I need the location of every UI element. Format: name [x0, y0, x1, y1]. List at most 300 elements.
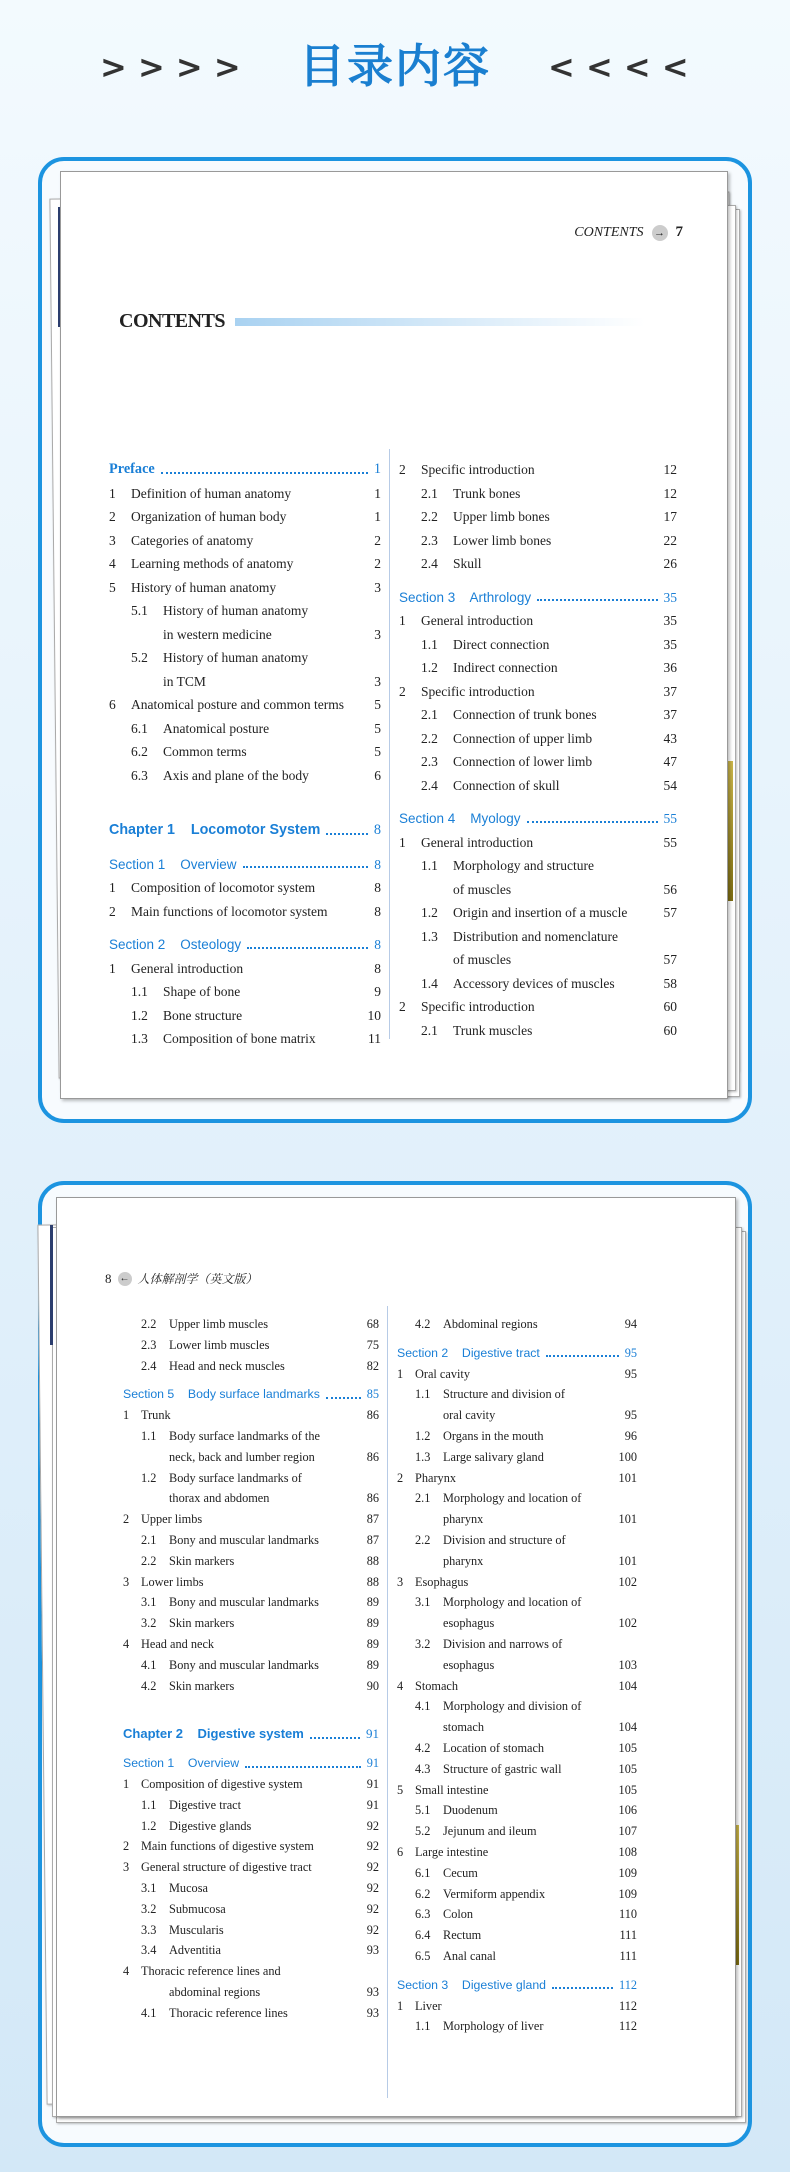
toc-entry[interactable] — [397, 1634, 637, 1655]
toc-entry[interactable] — [123, 1405, 379, 1426]
entry-number: 4 — [123, 1636, 130, 1651]
page-number: 104 — [618, 1678, 637, 1693]
page-number: 82 — [366, 1358, 379, 1373]
page-number: 1 — [373, 461, 381, 477]
entry-title: Adventitia — [169, 1943, 221, 1958]
entry-title: Thoracic reference lines — [169, 2005, 288, 2020]
toc-entry[interactable] — [399, 529, 677, 553]
toc-entry[interactable] — [123, 1816, 379, 1837]
entry-title: Lower limb muscles — [169, 1337, 270, 1352]
entry-number: 1 — [397, 1366, 404, 1381]
toc-entry[interactable] — [397, 1384, 637, 1405]
entry-title: Composition of locomotor system — [131, 880, 316, 895]
entry-title: Organization of human body — [131, 509, 287, 524]
page-number: 102 — [618, 1616, 637, 1631]
toc-entry[interactable] — [123, 1857, 379, 1878]
toc-entry[interactable] — [399, 727, 677, 751]
toc-entry[interactable] — [109, 764, 381, 788]
toc-entry[interactable] — [399, 609, 677, 633]
entry-number: 2.1 — [421, 485, 438, 501]
entry-title: Location of stomach — [443, 1740, 545, 1755]
toc-entry[interactable] — [123, 1836, 379, 1857]
entry-number: 4.3 — [415, 1761, 431, 1776]
toc-entry[interactable] — [399, 505, 677, 529]
page-number: 47 — [663, 754, 677, 769]
entry-title: Upper limb bones — [453, 509, 550, 524]
entry-title: History of human anatomy — [131, 579, 277, 595]
entry-number: 1.3 — [131, 1031, 148, 1046]
toc-entry[interactable] — [109, 693, 381, 717]
page-number: 89 — [366, 1595, 379, 1610]
toc-entry[interactable] — [397, 1314, 637, 1335]
entry-title: Specific introduction — [421, 462, 535, 477]
toc-entry[interactable] — [399, 901, 677, 925]
page-number: 8 — [374, 880, 381, 895]
entry-title: General introduction — [131, 960, 244, 976]
toc-entry[interactable] — [109, 529, 381, 553]
toc-entry[interactable] — [123, 1468, 379, 1489]
column-divider — [387, 1306, 388, 2098]
entry-title: in TCM — [163, 673, 206, 689]
page-number: 10 — [367, 1007, 381, 1023]
entry-title: Distribution and nomenclature — [453, 928, 618, 944]
heading-title: Section 2 Digestive tract — [397, 1345, 540, 1360]
entry-title: Direct connection — [453, 636, 550, 652]
toc-entry[interactable] — [123, 1961, 379, 1982]
toc-entry[interactable] — [123, 1634, 379, 1655]
heading-title: Section 1 Overview — [123, 1756, 240, 1771]
entry-title: Accessory devices of muscles — [453, 975, 615, 991]
toc-entry[interactable] — [397, 1717, 637, 1738]
entry-title: pharynx — [443, 1553, 484, 1568]
entry-number: 2.1 — [141, 1532, 157, 1547]
toc-heading-link[interactable] — [123, 1753, 379, 1774]
entry-title: Skin markers — [169, 1616, 235, 1631]
toc-entry[interactable] — [397, 1863, 637, 1884]
toc-entry[interactable] — [109, 1004, 381, 1028]
page-number: 88 — [366, 1574, 379, 1589]
toc-entry[interactable] — [397, 1946, 637, 1967]
toc-entry[interactable] — [123, 1774, 379, 1795]
entry-title: Composition of digestive system — [141, 1776, 303, 1791]
page-number: 11 — [368, 1031, 381, 1046]
page-number: 101 — [618, 1512, 637, 1527]
entry-number: 5.2 — [415, 1824, 431, 1839]
entry-number: 1 — [399, 834, 406, 850]
entry-title: Muscularis — [169, 1922, 224, 1937]
page-number: 107 — [618, 1824, 637, 1839]
contents-heading — [119, 310, 645, 333]
toc-heading-link[interactable] — [123, 1724, 379, 1745]
entry-title: Specific introduction — [421, 683, 535, 699]
entry-number: 4 — [397, 1678, 404, 1693]
contents-page-7 — [60, 171, 728, 1099]
page-number: 8 — [373, 822, 381, 838]
entry-number: 1.2 — [131, 1007, 148, 1023]
page-number: 3 — [374, 626, 381, 642]
toc-entry[interactable] — [399, 633, 677, 657]
entry-number: 3.3 — [141, 1922, 157, 1937]
toc-entry[interactable] — [123, 1426, 379, 1447]
toc-entry[interactable] — [123, 1940, 379, 1961]
toc-entry[interactable] — [397, 1447, 637, 1468]
toc-heading-link[interactable] — [399, 586, 677, 610]
entry-title: Anal canal — [443, 1948, 496, 1963]
entry-number: 2 — [123, 1839, 130, 1854]
entry-title: Bony and muscular landmarks — [169, 1595, 319, 1610]
running-head-text: CONTENTS — [574, 224, 644, 240]
entry-title: Skin markers — [169, 1553, 235, 1568]
entry-number: 1.2 — [421, 660, 438, 675]
entry-title: Head and neck — [141, 1636, 215, 1651]
page-number: 112 — [619, 1998, 637, 2013]
entry-title: Jejunum and ileum — [443, 1824, 537, 1839]
toc-entry[interactable] — [399, 831, 677, 855]
page-number: 8 — [374, 960, 381, 976]
entry-title: Lower limbs — [141, 1574, 204, 1589]
toc-entry[interactable] — [397, 1530, 637, 1551]
page-number: 93 — [366, 1984, 379, 1999]
entry-number: 2 — [399, 683, 406, 699]
entry-number: 2.2 — [415, 1532, 431, 1547]
dot-leader — [243, 866, 369, 868]
toc-entry[interactable] — [109, 900, 381, 924]
entry-number: 2.3 — [421, 532, 438, 548]
entry-number: 4.2 — [415, 1740, 431, 1755]
toc-entry[interactable] — [109, 670, 381, 694]
toc-entry[interactable] — [397, 1592, 637, 1613]
toc-entry[interactable] — [397, 1405, 637, 1426]
toc-entry[interactable] — [109, 740, 381, 764]
entry-number: 5.1 — [415, 1803, 431, 1818]
toc-entry[interactable] — [399, 948, 677, 972]
toc-entry[interactable] — [109, 599, 381, 623]
page-number: 105 — [618, 1761, 637, 1776]
toc-entry[interactable] — [123, 1878, 379, 1899]
entry-title: Skull — [453, 556, 482, 571]
toc-entry[interactable] — [397, 1925, 637, 1946]
entry-title: oral cavity — [443, 1408, 496, 1423]
toc-entry[interactable] — [399, 458, 677, 482]
heading-rule — [235, 318, 645, 326]
entry-number: 2.2 — [141, 1553, 157, 1568]
entry-number: 1 — [109, 960, 116, 976]
right-arrows-decoration: > > > > — [100, 48, 241, 86]
toc-entry[interactable] — [109, 1027, 381, 1051]
page-number: 103 — [618, 1657, 637, 1672]
toc-heading-link[interactable] — [109, 819, 381, 843]
entry-number: 5 — [109, 579, 116, 595]
toc-entry[interactable] — [397, 1800, 637, 1821]
entry-title: Esophagus — [415, 1574, 469, 1589]
toc-entry[interactable] — [399, 482, 677, 506]
toc-entry[interactable] — [123, 1335, 379, 1356]
entry-number: 4.2 — [415, 1317, 431, 1331]
entry-title: Trunk muscles — [453, 1022, 533, 1038]
toc-entry[interactable] — [123, 1551, 379, 1572]
entry-title: Shape of bone — [163, 984, 241, 999]
entry-number: 3 — [109, 532, 116, 548]
page-number: 92 — [366, 1901, 379, 1916]
dot-leader — [326, 833, 368, 835]
banner — [0, 30, 790, 110]
toc-entry[interactable] — [109, 717, 381, 741]
entry-title: Structure and division of — [443, 1387, 565, 1402]
entry-title: Upper limbs — [141, 1512, 203, 1527]
entry-number: 1 — [123, 1776, 130, 1791]
entry-number: 1.2 — [141, 1818, 157, 1833]
toc-entry[interactable] — [397, 1821, 637, 1842]
heading-title: Section 2 Osteology — [109, 937, 242, 952]
toc-entry[interactable] — [123, 1655, 379, 1676]
page-number: 37 — [663, 683, 677, 699]
toc-entry[interactable] — [399, 774, 677, 798]
toc-entry[interactable] — [399, 878, 677, 902]
toc-entry[interactable] — [123, 1982, 379, 2003]
entry-title: Bone structure — [163, 1007, 243, 1023]
entry-number: 6.3 — [131, 767, 148, 783]
page-number: 89 — [366, 1636, 379, 1651]
toc-entry[interactable] — [399, 552, 677, 576]
dot-leader — [161, 472, 368, 474]
toc-entry[interactable] — [399, 1019, 677, 1043]
entry-number: 1.3 — [421, 928, 438, 944]
toc-entry[interactable] — [397, 1759, 637, 1780]
entry-number: 4.1 — [141, 1657, 157, 1672]
toc-entry[interactable] — [109, 482, 381, 506]
entry-number: 6.3 — [415, 1907, 431, 1922]
toc-entry[interactable] — [109, 980, 381, 1004]
entry-title: Body surface landmarks of the — [169, 1428, 320, 1443]
entry-title: Definition of human anatomy — [131, 485, 292, 501]
entry-number: 4 — [109, 556, 116, 571]
toc-entry[interactable] — [399, 750, 677, 774]
toc-entry[interactable] — [399, 972, 677, 996]
page-number: 112 — [619, 1977, 637, 1992]
page-number: 60 — [663, 1022, 677, 1038]
page-number: 68 — [366, 1317, 379, 1331]
entry-title: Morphology and location of — [443, 1491, 582, 1506]
entry-title: History of human anatomy — [163, 603, 309, 618]
toc-heading-link[interactable] — [123, 1384, 379, 1405]
entry-title: General introduction — [421, 613, 534, 628]
page-number: 36 — [663, 660, 677, 675]
toc-heading-link[interactable] — [397, 1975, 637, 1996]
entry-number: 3.1 — [141, 1595, 157, 1610]
page-number: 92 — [366, 1880, 379, 1895]
page-number: 102 — [618, 1574, 637, 1589]
entry-number: 3.2 — [141, 1616, 157, 1631]
entry-title: in western medicine — [163, 626, 272, 642]
page-number: 91 — [366, 1797, 379, 1812]
toc-entry[interactable] — [123, 1447, 379, 1468]
entry-title: Thoracic reference lines and — [141, 1964, 281, 1979]
page-number: 8 — [374, 903, 381, 919]
toc-entry[interactable] — [123, 1592, 379, 1613]
entry-number: 1.1 — [141, 1428, 157, 1443]
toc-entry[interactable] — [397, 1426, 637, 1447]
left-arrows-decoration: < < < < — [548, 48, 689, 86]
entry-number: 1 — [397, 1998, 404, 2013]
entry-number: 1.1 — [141, 1797, 157, 1812]
entry-title: Large salivary gland — [443, 1449, 544, 1464]
entry-number: 6.2 — [131, 744, 148, 759]
toc-entry[interactable] — [123, 2003, 379, 2024]
page-number: 60 — [663, 999, 677, 1014]
entry-title: Composition of bone matrix — [163, 1031, 316, 1046]
heading-title: Section 4 Myology — [399, 811, 521, 826]
toc-entry[interactable] — [397, 1551, 637, 1572]
page-number: 55 — [663, 834, 677, 850]
toc-entry[interactable] — [399, 995, 677, 1019]
toc-entry[interactable] — [109, 646, 381, 670]
banner-title: 目录内容 — [299, 39, 491, 93]
toc-entry[interactable] — [397, 1468, 637, 1489]
entry-title: Bony and muscular landmarks — [169, 1657, 319, 1672]
entry-number: 1 — [109, 880, 116, 895]
entry-number: 6.4 — [415, 1928, 431, 1943]
toc-heading-link[interactable] — [399, 807, 677, 831]
entry-number: 3.1 — [141, 1880, 157, 1895]
entry-number: 1.1 — [415, 1387, 431, 1402]
entry-title: Digestive tract — [169, 1797, 242, 1812]
page-number: 109 — [618, 1865, 637, 1880]
toc-entry[interactable] — [109, 576, 381, 600]
toc-entry[interactable] — [399, 854, 677, 878]
page-number: 3 — [374, 673, 381, 689]
entry-number: 1.1 — [421, 636, 438, 652]
page-number: 1 — [374, 485, 381, 501]
toc-entry[interactable] — [123, 1899, 379, 1920]
entry-number: 2.4 — [421, 777, 438, 793]
toc-entry[interactable] — [123, 1314, 379, 1335]
entry-number: 1 — [123, 1408, 130, 1423]
toc-entry[interactable] — [123, 1795, 379, 1816]
toc-heading-link[interactable] — [109, 933, 381, 957]
toc-heading-link[interactable] — [397, 1343, 637, 1364]
toc-entry[interactable] — [399, 925, 677, 949]
toc-entry[interactable] — [123, 1488, 379, 1509]
entry-number: 1.3 — [415, 1449, 431, 1464]
entry-number: 2 — [123, 1512, 130, 1527]
toc-entry[interactable] — [397, 1780, 637, 1801]
toc-entry[interactable] — [123, 1356, 379, 1377]
toc-entry[interactable] — [123, 1920, 379, 1941]
entry-title: Indirect connection — [453, 660, 558, 675]
heading-title: Section 1 Overview — [109, 856, 237, 872]
toc-entry[interactable] — [109, 957, 381, 981]
dot-leader — [326, 1397, 361, 1399]
toc-entry[interactable] — [123, 1613, 379, 1634]
entry-number: 5.1 — [131, 603, 148, 618]
entry-number: 3.2 — [141, 1901, 157, 1916]
page-number: 8 — [374, 937, 381, 952]
toc-heading-link[interactable] — [109, 853, 381, 877]
entry-number: 3.1 — [415, 1595, 431, 1610]
entry-number: 3 — [123, 1860, 130, 1875]
toc-right-column — [399, 458, 677, 1042]
entry-number: 2 — [109, 903, 116, 919]
toc-entry[interactable] — [123, 1530, 379, 1551]
entry-title: pharynx — [443, 1512, 484, 1527]
entry-title: General structure of digestive tract — [141, 1860, 312, 1875]
entry-title: Morphology of liver — [443, 2019, 544, 2034]
toc-entry[interactable] — [397, 1509, 637, 1530]
toc-entry[interactable] — [397, 1884, 637, 1905]
toc-entry[interactable] — [397, 1364, 637, 1385]
contents-page-8 — [56, 1197, 736, 2117]
column-divider — [389, 449, 390, 1039]
entry-number: 3.4 — [141, 1943, 157, 1958]
toc-entry[interactable] — [399, 656, 677, 680]
toc-entry[interactable] — [123, 1676, 379, 1697]
entry-title: Colon — [443, 1907, 474, 1922]
page-number: 108 — [618, 1844, 637, 1859]
book-edge-decoration — [50, 1225, 53, 1345]
page-number: 12 — [663, 462, 677, 477]
toc-entry[interactable] — [397, 1696, 637, 1717]
entry-title: Connection of upper limb — [453, 730, 593, 746]
toc-entry[interactable] — [397, 2016, 637, 2037]
book-edge-decoration — [728, 761, 733, 901]
page-number: 85 — [366, 1387, 379, 1402]
toc-entry[interactable] — [397, 1488, 637, 1509]
entry-title: Specific introduction — [421, 999, 535, 1014]
page-number: 2 — [374, 556, 381, 571]
page-number: 90 — [366, 1678, 379, 1693]
toc-entry[interactable] — [397, 1572, 637, 1593]
toc-entry[interactable] — [399, 680, 677, 704]
dot-leader — [310, 1737, 360, 1739]
toc-entry[interactable] — [397, 1655, 637, 1676]
page-number: 75 — [366, 1337, 379, 1352]
toc-entry[interactable] — [109, 505, 381, 529]
entry-title: Pharynx — [415, 1470, 456, 1485]
entry-title: Small intestine — [415, 1782, 489, 1797]
page-number: 57 — [663, 952, 677, 967]
entry-number: 6.1 — [131, 720, 148, 736]
entry-number: 6.5 — [415, 1948, 431, 1963]
toc-entry[interactable] — [109, 876, 381, 900]
toc-entry[interactable] — [123, 1572, 379, 1593]
toc-entry[interactable] — [397, 1842, 637, 1863]
toc-heading-link[interactable] — [109, 458, 381, 482]
entry-title: Trunk bones — [453, 485, 521, 501]
book-title: 人体解剖学（英文版） — [137, 1272, 258, 1286]
entry-title: esophagus — [443, 1657, 495, 1672]
toc-entry[interactable] — [109, 623, 381, 647]
entry-number: 1 — [109, 485, 116, 501]
page-number: 5 — [374, 744, 381, 759]
entry-title: Submucosa — [169, 1901, 226, 1916]
entry-title: Anatomical posture and common terms — [131, 697, 344, 712]
toc-entry[interactable] — [397, 1738, 637, 1759]
entry-number: 2.1 — [421, 1022, 438, 1038]
toc-entry[interactable] — [397, 1613, 637, 1634]
page-number: 1 — [374, 509, 381, 524]
entry-number: 2.2 — [421, 730, 438, 746]
toc-entry[interactable] — [397, 1996, 637, 2017]
toc-entry[interactable] — [399, 703, 677, 727]
toc-entry[interactable] — [109, 552, 381, 576]
page-number: 57 — [663, 905, 677, 920]
toc-entry[interactable] — [397, 1676, 637, 1697]
toc-entry[interactable] — [397, 1904, 637, 1925]
entry-title: Digestive glands — [169, 1818, 252, 1833]
entry-number: 2.2 — [421, 509, 438, 524]
toc-entry[interactable] — [123, 1509, 379, 1530]
page-number: 91 — [365, 1726, 379, 1742]
